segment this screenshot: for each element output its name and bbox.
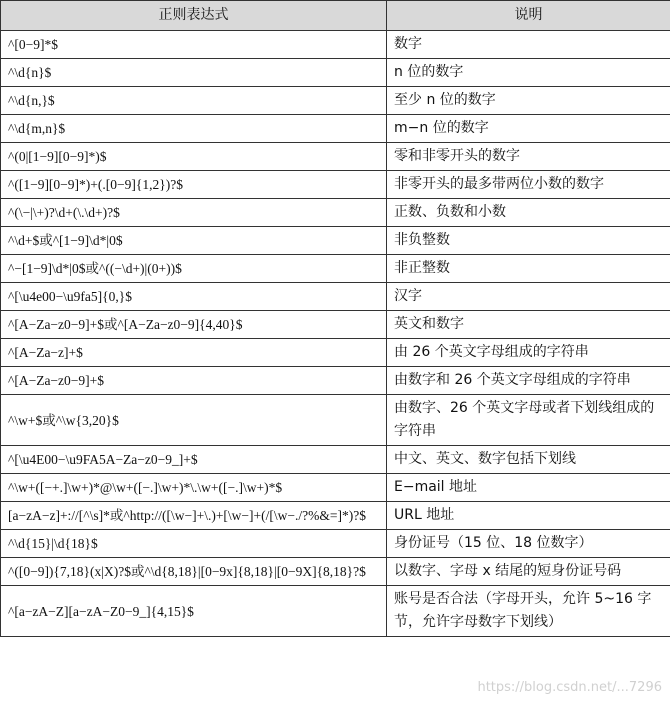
regex-pattern-cell: ^−[1−9]\d*|0$或^((−\d+)|(0+))$ <box>1 255 387 283</box>
regex-pattern-cell: ^\w+([−+.]\w+)*@\w+([−.]\w+)*\.\w+([−.]\w+)*$ <box>1 474 387 502</box>
table-row <box>1 311 670 339</box>
table-row <box>1 558 670 586</box>
description-cell: 非正整数 <box>387 255 670 283</box>
description-cell: n 位的数字 <box>387 59 670 87</box>
table-row <box>1 87 670 115</box>
description-cell: 零和非零开头的数字 <box>387 143 670 171</box>
regex-pattern-cell: ^\d+$或^[1−9]\d*|0$ <box>1 227 387 255</box>
table-row <box>1 502 670 530</box>
description-cell: 非负整数 <box>387 227 670 255</box>
description-cell: 中文、英文、数字包括下划线 <box>387 446 670 474</box>
description-cell: 汉字 <box>387 283 670 311</box>
regex-pattern-cell: [a−zA−z]+://[^\s]*或^http://([\w−]+\.)+[\w−]+(/[\w−./?%&=]*)?$ <box>1 502 387 530</box>
table-row <box>1 115 670 143</box>
table-row <box>1 395 670 446</box>
table-row <box>1 199 670 227</box>
table-row <box>1 283 670 311</box>
header-description: 说明 <box>387 1 670 31</box>
table-row <box>1 474 670 502</box>
description-cell: 正数、负数和小数 <box>387 199 670 227</box>
regex-pattern-cell: ^\d{n}$ <box>1 59 387 87</box>
regex-pattern-cell: ^([1−9][0−9]*)+(.[0−9]{1,2})?$ <box>1 171 387 199</box>
regex-pattern-cell: ^[A−Za−z0−9]+$或^[A−Za−z0−9]{4,40}$ <box>1 311 387 339</box>
regex-pattern-cell: ^[A−Za−z]+$ <box>1 339 387 367</box>
table-row <box>1 31 670 59</box>
regex-pattern-cell: ^\d{15}|\d{18}$ <box>1 530 387 558</box>
table-row <box>1 59 670 87</box>
description-cell: 以数字、字母 x 结尾的短身份证号码 <box>387 558 670 586</box>
description-cell: E−mail 地址 <box>387 474 670 502</box>
regex-pattern-cell: ^[a−zA−Z][a−zA−Z0−9_]{4,15}$ <box>1 586 387 637</box>
table-row <box>1 171 670 199</box>
regex-pattern-cell: ^\d{m,n}$ <box>1 115 387 143</box>
description-cell: 由 26 个英文字母组成的字符串 <box>387 339 670 367</box>
description-cell: 由数字、26 个英文字母或者下划线组成的字符串 <box>387 395 670 446</box>
regex-pattern-cell: ^(0|[1−9][0−9]*)$ <box>1 143 387 171</box>
description-cell: 账号是否合法（字母开头，允许 5~16 字节，允许字母数字下划线） <box>387 586 670 637</box>
description-cell: m−n 位的数字 <box>387 115 670 143</box>
regex-pattern-cell: ^([0−9]){7,18}(x|X)?$或^\d{8,18}|[0−9x]{8,18}|[0−9X]{8,18}?$ <box>1 558 387 586</box>
regex-pattern-cell: ^[0−9]*$ <box>1 31 387 59</box>
watermark: https://blog.csdn.net/...7296 <box>477 680 662 695</box>
description-cell: 至少 n 位的数字 <box>387 87 670 115</box>
regex-pattern-cell: ^[\u4e00−\u9fa5]{0,}$ <box>1 283 387 311</box>
table-row <box>1 227 670 255</box>
regex-pattern-cell: ^\d{n,}$ <box>1 87 387 115</box>
description-cell: 非零开头的最多带两位小数的数字 <box>387 171 670 199</box>
table-row <box>1 530 670 558</box>
table-row <box>1 367 670 395</box>
description-cell: 数字 <box>387 31 670 59</box>
header-pattern: 正则表达式 <box>1 1 387 31</box>
table-row <box>1 446 670 474</box>
description-cell: 英文和数字 <box>387 311 670 339</box>
description-cell: 身份证号（15 位、18 位数字） <box>387 530 670 558</box>
regex-pattern-cell: ^(\−|\+)?\d+(\.\d+)?$ <box>1 199 387 227</box>
table-row <box>1 339 670 367</box>
regex-pattern-cell: ^[A−Za−z0−9]+$ <box>1 367 387 395</box>
description-cell: 由数字和 26 个英文字母组成的字符串 <box>387 367 670 395</box>
header-row <box>1 1 670 31</box>
table-row <box>1 255 670 283</box>
regex-pattern-cell: ^[\u4E00−\u9FA5A−Za−z0−9_]+$ <box>1 446 387 474</box>
table-row <box>1 586 670 637</box>
table-row <box>1 143 670 171</box>
regex-pattern-cell: ^\w+$或^\w{3,20}$ <box>1 395 387 446</box>
description-cell: URL 地址 <box>387 502 670 530</box>
